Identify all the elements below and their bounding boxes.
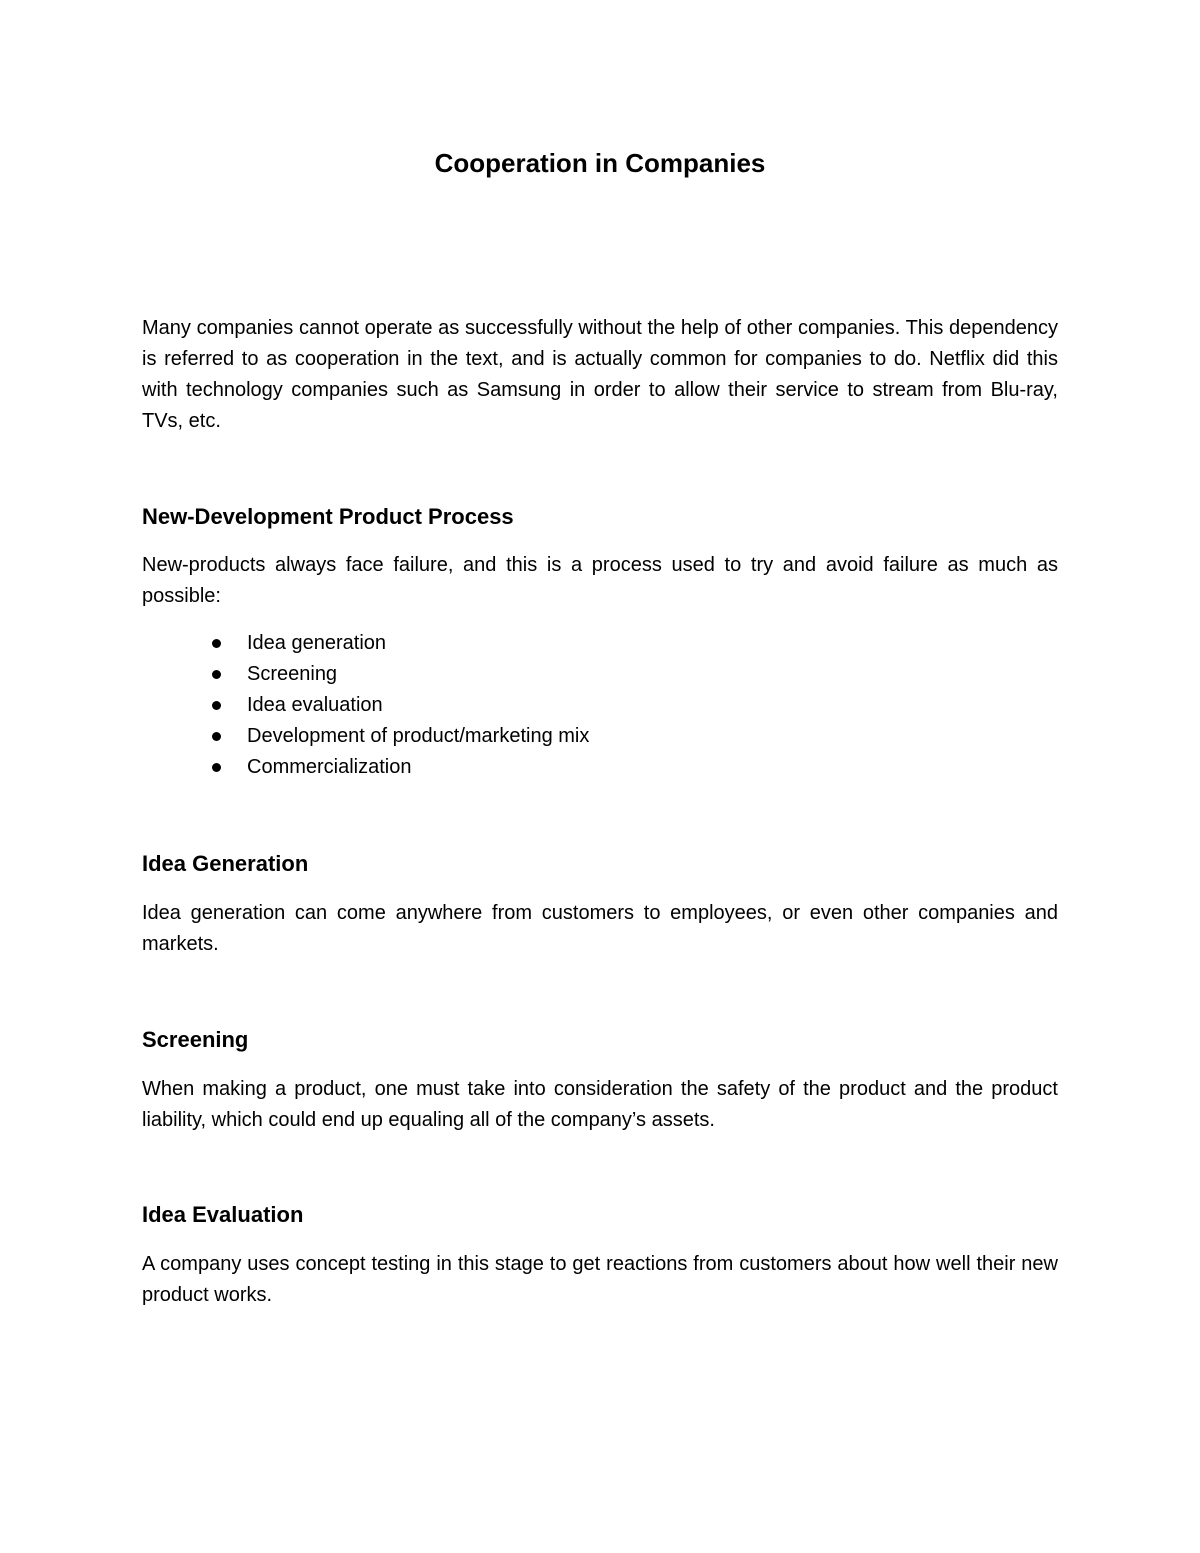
list-item-label: Commercialization — [247, 756, 412, 778]
section-body-new-development: New-products always face failure, and this is a process used to try and avoid failure as much as possible: — [142, 554, 1058, 607]
process-steps-list — [142, 628, 1058, 783]
list-item — [142, 659, 1058, 690]
section-heading-idea-generation: Idea Generation — [142, 851, 309, 876]
list-item-label: Idea evaluation — [247, 694, 383, 716]
list-item — [142, 690, 1058, 721]
bullet-icon — [212, 639, 221, 648]
list-item — [142, 721, 1058, 752]
intro-paragraph: Many companies cannot operate as successfully without the help of other companies. This dependency is referred to as cooperation in the text, and is actually common for companies to do. Netflix did this with technology companies such as Samsung in order to allow their service to stream from Blu-ray, TVs, etc. — [142, 317, 1058, 432]
bullet-icon — [212, 670, 221, 679]
section-heading-screening: Screening — [142, 1027, 249, 1052]
section-heading-new-development: New-Development Product Process — [142, 504, 514, 529]
list-item-label: Idea generation — [247, 632, 387, 654]
section-body-idea-generation: Idea generation can come anywhere from customers to employees, or even other companies and markets. — [142, 902, 1058, 955]
bullet-icon — [212, 732, 221, 741]
section-body-idea-evaluation: A company uses concept testing in this stage to get reactions from customers about how well their new product works. — [142, 1253, 1058, 1306]
list-item-label: Development of product/marketing mix — [247, 725, 590, 747]
document-title: Cooperation in Companies — [434, 148, 766, 178]
list-item-label: Screening — [247, 663, 338, 685]
bullet-icon — [212, 701, 221, 710]
list-item — [142, 628, 1058, 659]
list-item — [142, 752, 1058, 783]
bullet-icon — [212, 763, 221, 772]
section-body-screening: When making a product, one must take into consideration the safety of the product and the product liability, which could end up equaling all of the company’s assets. — [142, 1078, 1058, 1131]
section-heading-idea-evaluation: Idea Evaluation — [142, 1202, 304, 1227]
